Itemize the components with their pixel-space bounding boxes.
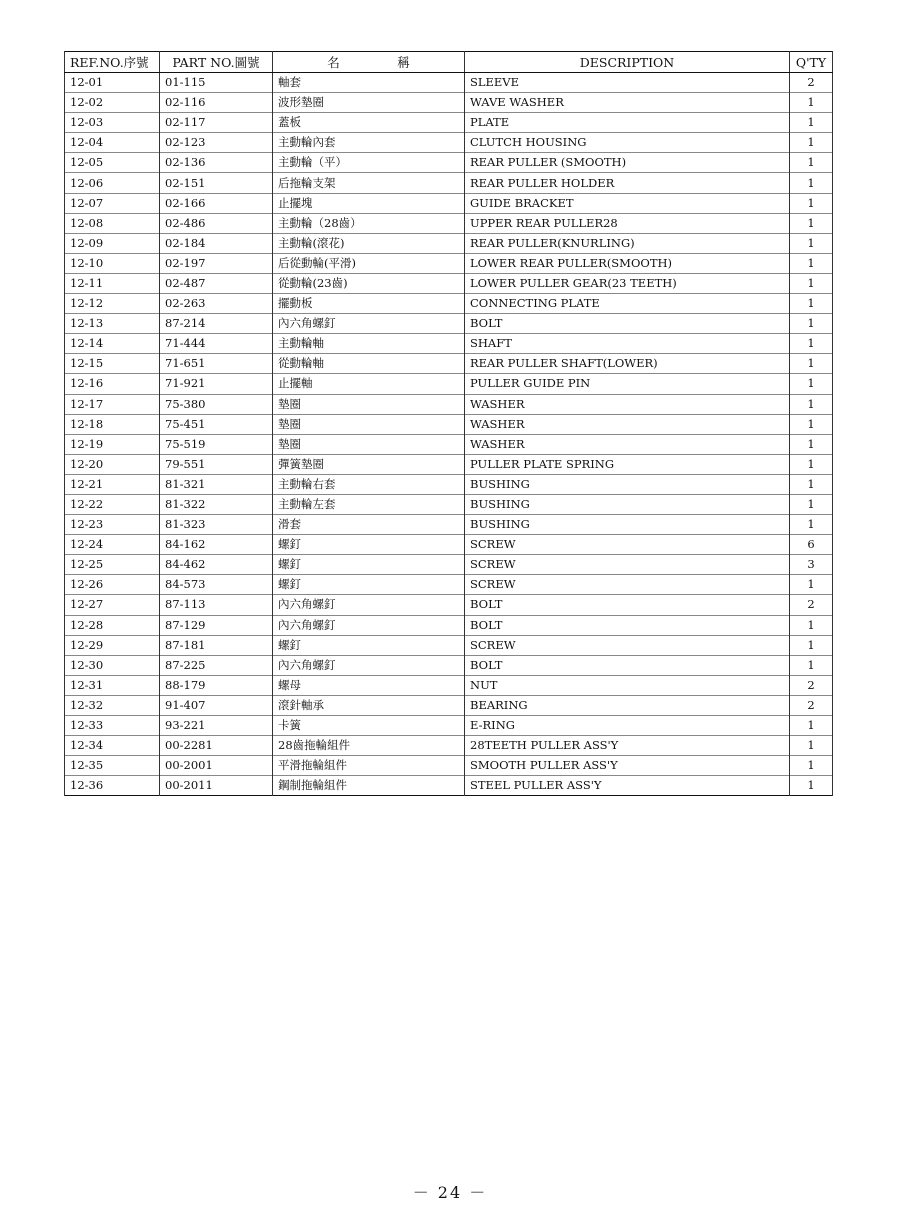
ref-no-cell: 12-07 — [65, 193, 160, 213]
qty-cell: 1 — [790, 193, 833, 213]
ref-no-cell: 12-23 — [65, 515, 160, 535]
table-row — [65, 615, 833, 635]
description-cell: REAR PULLER SHAFT(LOWER) — [465, 354, 790, 374]
table-row — [65, 736, 833, 756]
table-row — [65, 635, 833, 655]
name-cell: 墊圈 — [273, 394, 465, 414]
table-row — [65, 474, 833, 494]
table-body — [65, 73, 833, 796]
name-cell: 28齒拖輪組件 — [273, 736, 465, 756]
name-cell: 彈簧墊圈 — [273, 454, 465, 474]
qty-cell: 1 — [790, 153, 833, 173]
qty-cell: 1 — [790, 575, 833, 595]
part-no-cell: 87-225 — [160, 655, 273, 675]
table-row — [65, 515, 833, 535]
ref-no-cell: 12-20 — [65, 454, 160, 474]
part-no-cell: 00-2001 — [160, 756, 273, 776]
table-row — [65, 776, 833, 796]
name-cell: 內六角螺釘 — [273, 655, 465, 675]
part-no-cell: 71-921 — [160, 374, 273, 394]
description-cell: SCREW — [465, 635, 790, 655]
name-cell: 螺母 — [273, 675, 465, 695]
qty-cell: 1 — [790, 253, 833, 273]
name-cell: 后拖輪支架 — [273, 173, 465, 193]
qty-cell: 1 — [790, 776, 833, 796]
qty-cell: 1 — [790, 233, 833, 253]
ref-no-cell: 12-05 — [65, 153, 160, 173]
parts-list-sheet — [64, 51, 832, 796]
ref-no-cell: 12-24 — [65, 535, 160, 555]
table-row — [65, 494, 833, 514]
header-ref-no: REF.NO.序號 — [65, 52, 160, 73]
table-row — [65, 354, 833, 374]
part-no-cell: 02-487 — [160, 273, 273, 293]
ref-no-cell: 12-09 — [65, 233, 160, 253]
part-no-cell: 93-221 — [160, 716, 273, 736]
qty-cell: 1 — [790, 213, 833, 233]
table-row — [65, 273, 833, 293]
name-cell: 滑套 — [273, 515, 465, 535]
name-cell: 主動輪軸 — [273, 334, 465, 354]
header-part-no: PART NO.圖號 — [160, 52, 273, 73]
description-cell: STEEL PULLER ASS'Y — [465, 776, 790, 796]
qty-cell: 1 — [790, 133, 833, 153]
ref-no-cell: 12-36 — [65, 776, 160, 796]
table-row — [65, 133, 833, 153]
description-cell: CLUTCH HOUSING — [465, 133, 790, 153]
description-cell: BOLT — [465, 655, 790, 675]
ref-no-cell: 12-31 — [65, 675, 160, 695]
description-cell: BOLT — [465, 595, 790, 615]
table-row — [65, 93, 833, 113]
ref-no-cell: 12-34 — [65, 736, 160, 756]
table-row — [65, 193, 833, 213]
name-cell: 主動輪(滾花) — [273, 233, 465, 253]
ref-no-cell: 12-13 — [65, 314, 160, 334]
name-cell: 平滑拖輪組件 — [273, 756, 465, 776]
qty-cell: 1 — [790, 374, 833, 394]
name-cell: 內六角螺釘 — [273, 314, 465, 334]
table-row — [65, 655, 833, 675]
table-row — [65, 73, 833, 93]
qty-cell: 2 — [790, 595, 833, 615]
header-name-char-1: 名 — [327, 54, 340, 70]
qty-cell: 6 — [790, 535, 833, 555]
part-no-cell: 88-179 — [160, 675, 273, 695]
name-cell: 螺釘 — [273, 575, 465, 595]
part-no-cell: 91-407 — [160, 695, 273, 715]
name-cell: 螺釘 — [273, 635, 465, 655]
description-cell: BUSHING — [465, 494, 790, 514]
description-cell: PLATE — [465, 113, 790, 133]
name-cell: 止擺軸 — [273, 374, 465, 394]
part-no-cell: 01-115 — [160, 73, 273, 93]
table-row — [65, 213, 833, 233]
table-row — [65, 233, 833, 253]
ref-no-cell: 12-27 — [65, 595, 160, 615]
part-no-cell: 02-123 — [160, 133, 273, 153]
header-name — [273, 52, 465, 73]
description-cell: WASHER — [465, 414, 790, 434]
description-cell: SLEEVE — [465, 73, 790, 93]
ref-no-cell: 12-06 — [65, 173, 160, 193]
ref-no-cell: 12-12 — [65, 294, 160, 314]
ref-no-cell: 12-15 — [65, 354, 160, 374]
qty-cell: 1 — [790, 615, 833, 635]
table-row — [65, 394, 833, 414]
table-row — [65, 595, 833, 615]
description-cell: LOWER PULLER GEAR(23 TEETH) — [465, 273, 790, 293]
table-row — [65, 695, 833, 715]
ref-no-cell: 12-17 — [65, 394, 160, 414]
ref-no-cell: 12-04 — [65, 133, 160, 153]
name-cell: 主動輪（28齒） — [273, 213, 465, 233]
name-cell: 主動輪（平） — [273, 153, 465, 173]
table-row — [65, 314, 833, 334]
part-no-cell: 02-184 — [160, 233, 273, 253]
ref-no-cell: 12-26 — [65, 575, 160, 595]
description-cell: REAR PULLER (SMOOTH) — [465, 153, 790, 173]
table-row — [65, 294, 833, 314]
table-row — [65, 454, 833, 474]
ref-no-cell: 12-03 — [65, 113, 160, 133]
part-no-cell: 84-162 — [160, 535, 273, 555]
name-cell: 內六角螺釘 — [273, 615, 465, 635]
name-cell: 止擺塊 — [273, 193, 465, 213]
name-cell: 擺動板 — [273, 294, 465, 314]
description-cell: E-RING — [465, 716, 790, 736]
description-cell: SHAFT — [465, 334, 790, 354]
table-row — [65, 575, 833, 595]
table-row — [65, 113, 833, 133]
qty-cell: 1 — [790, 113, 833, 133]
part-no-cell: 02-116 — [160, 93, 273, 113]
qty-cell: 1 — [790, 716, 833, 736]
description-cell: LOWER REAR PULLER(SMOOTH) — [465, 253, 790, 273]
table-row — [65, 535, 833, 555]
part-no-cell: 84-573 — [160, 575, 273, 595]
name-cell: 主動輪右套 — [273, 474, 465, 494]
description-cell: SCREW — [465, 555, 790, 575]
name-cell: 滾針軸承 — [273, 695, 465, 715]
ref-no-cell: 12-28 — [65, 615, 160, 635]
part-no-cell: 71-444 — [160, 334, 273, 354]
qty-cell: 3 — [790, 555, 833, 575]
table-row — [65, 334, 833, 354]
name-cell: 后從動輪(平滑) — [273, 253, 465, 273]
page-number: － 24 － — [412, 1183, 488, 1202]
header-row — [65, 52, 833, 73]
description-cell: REAR PULLER(KNURLING) — [465, 233, 790, 253]
qty-cell: 1 — [790, 454, 833, 474]
table-row — [65, 173, 833, 193]
table-row — [65, 253, 833, 273]
qty-cell: 1 — [790, 494, 833, 514]
table-header — [65, 52, 833, 73]
qty-cell: 1 — [790, 394, 833, 414]
part-no-cell: 87-214 — [160, 314, 273, 334]
part-no-cell: 81-323 — [160, 515, 273, 535]
parts-table — [64, 51, 833, 796]
ref-no-cell: 12-33 — [65, 716, 160, 736]
name-cell: 螺釘 — [273, 555, 465, 575]
description-cell: BEARING — [465, 695, 790, 715]
description-cell: GUIDE BRACKET — [465, 193, 790, 213]
part-no-cell: 87-113 — [160, 595, 273, 615]
name-cell: 內六角螺釘 — [273, 595, 465, 615]
description-cell: BUSHING — [465, 515, 790, 535]
ref-no-cell: 12-19 — [65, 434, 160, 454]
description-cell: UPPER REAR PULLER28 — [465, 213, 790, 233]
part-no-cell: 75-451 — [160, 414, 273, 434]
description-cell: SCREW — [465, 575, 790, 595]
part-no-cell: 81-321 — [160, 474, 273, 494]
qty-cell: 1 — [790, 173, 833, 193]
qty-cell: 1 — [790, 314, 833, 334]
ref-no-cell: 12-32 — [65, 695, 160, 715]
name-cell: 軸套 — [273, 73, 465, 93]
description-cell: REAR PULLER HOLDER — [465, 173, 790, 193]
table-row — [65, 675, 833, 695]
ref-no-cell: 12-21 — [65, 474, 160, 494]
description-cell: SCREW — [465, 535, 790, 555]
table-row — [65, 555, 833, 575]
qty-cell: 1 — [790, 414, 833, 434]
qty-cell: 1 — [790, 736, 833, 756]
header-qty: Q'TY — [790, 52, 833, 73]
name-cell: 墊圈 — [273, 434, 465, 454]
qty-cell: 1 — [790, 635, 833, 655]
header-name-char-2: 稱 — [397, 54, 410, 70]
description-cell: BOLT — [465, 314, 790, 334]
part-no-cell: 75-519 — [160, 434, 273, 454]
part-no-cell: 02-117 — [160, 113, 273, 133]
part-no-cell: 87-129 — [160, 615, 273, 635]
part-no-cell: 84-462 — [160, 555, 273, 575]
ref-no-cell: 12-16 — [65, 374, 160, 394]
description-cell: WAVE WASHER — [465, 93, 790, 113]
name-cell: 螺釘 — [273, 535, 465, 555]
table-row — [65, 374, 833, 394]
description-cell: BUSHING — [465, 474, 790, 494]
part-no-cell: 00-2281 — [160, 736, 273, 756]
name-cell: 鋼制拖輪組件 — [273, 776, 465, 796]
part-no-cell: 02-151 — [160, 173, 273, 193]
qty-cell: 1 — [790, 434, 833, 454]
part-no-cell: 00-2011 — [160, 776, 273, 796]
name-cell: 墊圈 — [273, 414, 465, 434]
part-no-cell: 71-651 — [160, 354, 273, 374]
description-cell: CONNECTING PLATE — [465, 294, 790, 314]
part-no-cell: 79-551 — [160, 454, 273, 474]
name-cell: 從動輪(23齒) — [273, 273, 465, 293]
name-cell: 從動輪軸 — [273, 354, 465, 374]
qty-cell: 2 — [790, 675, 833, 695]
name-cell: 主動輪內套 — [273, 133, 465, 153]
description-cell: WASHER — [465, 434, 790, 454]
ref-no-cell: 12-01 — [65, 73, 160, 93]
part-no-cell: 81-322 — [160, 494, 273, 514]
name-cell: 波形墊圈 — [273, 93, 465, 113]
table-row — [65, 153, 833, 173]
qty-cell: 1 — [790, 273, 833, 293]
part-no-cell: 02-486 — [160, 213, 273, 233]
ref-no-cell: 12-29 — [65, 635, 160, 655]
qty-cell: 1 — [790, 756, 833, 776]
qty-cell: 1 — [790, 294, 833, 314]
qty-cell: 2 — [790, 73, 833, 93]
part-no-cell: 02-197 — [160, 253, 273, 273]
table-row — [65, 434, 833, 454]
ref-no-cell: 12-08 — [65, 213, 160, 233]
table-row — [65, 716, 833, 736]
qty-cell: 1 — [790, 474, 833, 494]
part-no-cell: 02-136 — [160, 153, 273, 173]
qty-cell: 1 — [790, 93, 833, 113]
ref-no-cell: 12-11 — [65, 273, 160, 293]
description-cell: PULLER PLATE SPRING — [465, 454, 790, 474]
qty-cell: 1 — [790, 515, 833, 535]
ref-no-cell: 12-35 — [65, 756, 160, 776]
part-no-cell: 02-263 — [160, 294, 273, 314]
qty-cell: 1 — [790, 334, 833, 354]
name-cell: 卡簧 — [273, 716, 465, 736]
name-cell: 蓋板 — [273, 113, 465, 133]
ref-no-cell: 12-02 — [65, 93, 160, 113]
ref-no-cell: 12-10 — [65, 253, 160, 273]
table-row — [65, 414, 833, 434]
header-description: DESCRIPTION — [465, 52, 790, 73]
ref-no-cell: 12-18 — [65, 414, 160, 434]
table-row — [65, 756, 833, 776]
description-cell: WASHER — [465, 394, 790, 414]
qty-cell: 2 — [790, 695, 833, 715]
qty-cell: 1 — [790, 354, 833, 374]
description-cell: BOLT — [465, 615, 790, 635]
ref-no-cell: 12-22 — [65, 494, 160, 514]
ref-no-cell: 12-14 — [65, 334, 160, 354]
part-no-cell: 75-380 — [160, 394, 273, 414]
ref-no-cell: 12-30 — [65, 655, 160, 675]
qty-cell: 1 — [790, 655, 833, 675]
ref-no-cell: 12-25 — [65, 555, 160, 575]
description-cell: 28TEETH PULLER ASS'Y — [465, 736, 790, 756]
description-cell: PULLER GUIDE PIN — [465, 374, 790, 394]
name-cell: 主動輪左套 — [273, 494, 465, 514]
part-no-cell: 02-166 — [160, 193, 273, 213]
description-cell: SMOOTH PULLER ASS'Y — [465, 756, 790, 776]
part-no-cell: 87-181 — [160, 635, 273, 655]
description-cell: NUT — [465, 675, 790, 695]
